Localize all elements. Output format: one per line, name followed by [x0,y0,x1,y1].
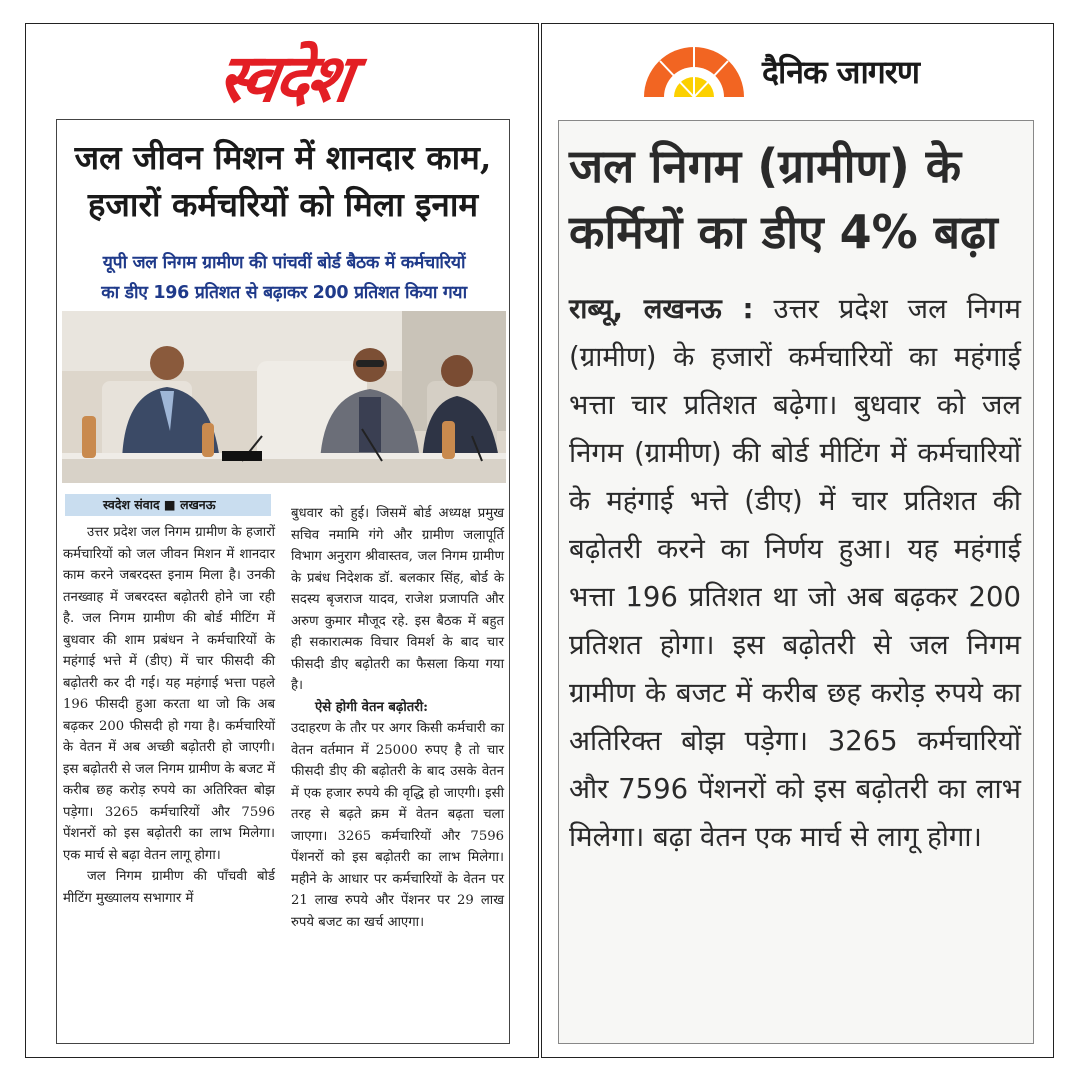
meeting-photo [62,311,506,483]
swadesh-column-1 [63,522,275,909]
swadesh-logo [166,38,402,120]
section-subhead: ऐसे होगी वेतन बढ़ोतरी: [315,699,428,715]
jagran-masthead: दैनिक जागरण [762,53,920,91]
jagran-article [558,120,1034,1044]
swadesh-column-2 [291,503,504,933]
swadesh-headline: जल जीवन मिशन में शानदार काम, हजारों कर्मचरियों को मिला इनाम [74,138,492,224]
jagran-headline: जल निगम (ग्रामीण) के कर्मियों का डीए 4% बढ़ा [569,139,998,259]
swadesh-byline: स्वदेश संवाद ■ लखनऊ [65,494,271,516]
jagran-sun-logo [642,41,746,97]
jagran-body [569,285,1021,861]
paragraph: जल निगम ग्रामीण की पाँचवी बोर्ड मीटिंग मुख्यालय सभागार में [63,869,275,906]
paragraph: उदाहरण के तौर पर अगर किसी कर्मचारी का वेतन वर्तमान में 25000 रुपए है तो चार फीसदी डीए की बढ़ोतरी के बाद उसके वेतन में एक हजार रुपये की वृद्धि हो जाएगी। इसी तरह से बढ़ते क्रम में वेतन बढ़ता चला जाएगा। 3265 कर्मचारियों और 7596 पेंशनरों को इस बढ़ोतरी का लाभ मिलेगा। महीने के आधार पर कर्मचारियों के वेतन पर 21 लाख रुपये और पेंशनर पर 29 लाख रुपये बजट का खर्च आएगा। [291,721,504,930]
jagran-body-text: उत्तर प्रदेश जल निगम (ग्रामीण) के हजारों कर्मचारियों का महंगाई भत्ता चार प्रतिशत बढ़ेगा। बुधवार को जल निगम (ग्रामीण) की बोर्ड मीटिंग में कर्मचारियों के महंगाई भत्ते (डीए) में चार प्रतिशत की बढ़ोतरी करने का निर्णय हुआ। यह महंगाई भत्ता 196 प्रतिशत था जो अब बढ़कर 200 प्रतिशत होगा। इस बढ़ोतरी से जल निगम ग्रामीण के बजट में करीब छह करोड़ रुपये का अतिरिक्त बोझ पड़ेगा। 3265 कर्मचारियों और 7596 पेंशनरों को इस बढ़ोतरी का लाभ मिलेगा। बढ़ा वेतन एक मार्च से लागू होगा। [569,293,1021,853]
swadesh-article [56,119,510,1044]
paragraph-with-subhead [291,697,504,719]
paragraph: बुधवार को हुई। जिसमें बोर्ड अध्यक्ष प्रमुख सचिव नमामि गंगे और ग्रामीण जलापूर्ति विभाग अनुराग श्रीवास्तव, जल निगम ग्रामीण के प्रबंध निदेशक डॉ. बलकार सिंह, बोर्ड के सदस्य बृजराज यादव, राजेश प्रजापति और अरुण कुमार मौजूद रहे. इस बैठक में बहुत ही सकारात्मक विचार विमर्श के बाद चार फीसदी डीए बढ़ोतरी का फैसला किया गया है। [291,506,504,693]
swadesh-wordmark: स्वदेश [213,40,355,117]
jagran-dateline: राब्यू, लखनऊ : [569,293,754,325]
swadesh-clipping-panel [25,23,539,1058]
jagran-clipping-panel [541,23,1054,1058]
paragraph: उत्तर प्रदेश जल निगम ग्रामीण के हजारों कर्मचारियों को जल जीवन मिशन में शानदार काम करने जबरदस्त इनाम मिला है। उनकी तनख्वाह में जबरदस्त बढ़ोतरी होने जा रही है. जल निगम ग्रामीण की बोर्ड मीटिंग में बुधवार की शाम प्रबंधन ने कर्मचारियों के महंगाई भत्ते में (डीए) में चार फीसदी की बढ़ोतरी कर दी गई। यह महंगाई भत्ता पहले 196 फीसदी हुआ करता था जो कि अब बढ़कर 200 फीसदी हो गया है। कर्मचारियों के वेतन में अब अच्छी बढ़ोतरी हो जाएगी। इस बढ़ोतरी से जल निगम ग्रामीण के बजट में करीब छह करोड़ रुपये का अतिरिक्त बोझ पड़ेगा। 3265 कर्मचारियों और 7596 पेंशनरों को इस बढ़ोतरी का लाभ मिलेगा। एक मार्च से बढ़ा वेतन लागू होगा। [63,525,275,863]
swadesh-subheadline: यूपी जल निगम ग्रामीण की पांचवीं बोर्ड बैठक में कर्मचारियों का डीए 196 प्रतिशत से बढ़ाकर 200 प्रतिशत किया गया [101,253,467,303]
